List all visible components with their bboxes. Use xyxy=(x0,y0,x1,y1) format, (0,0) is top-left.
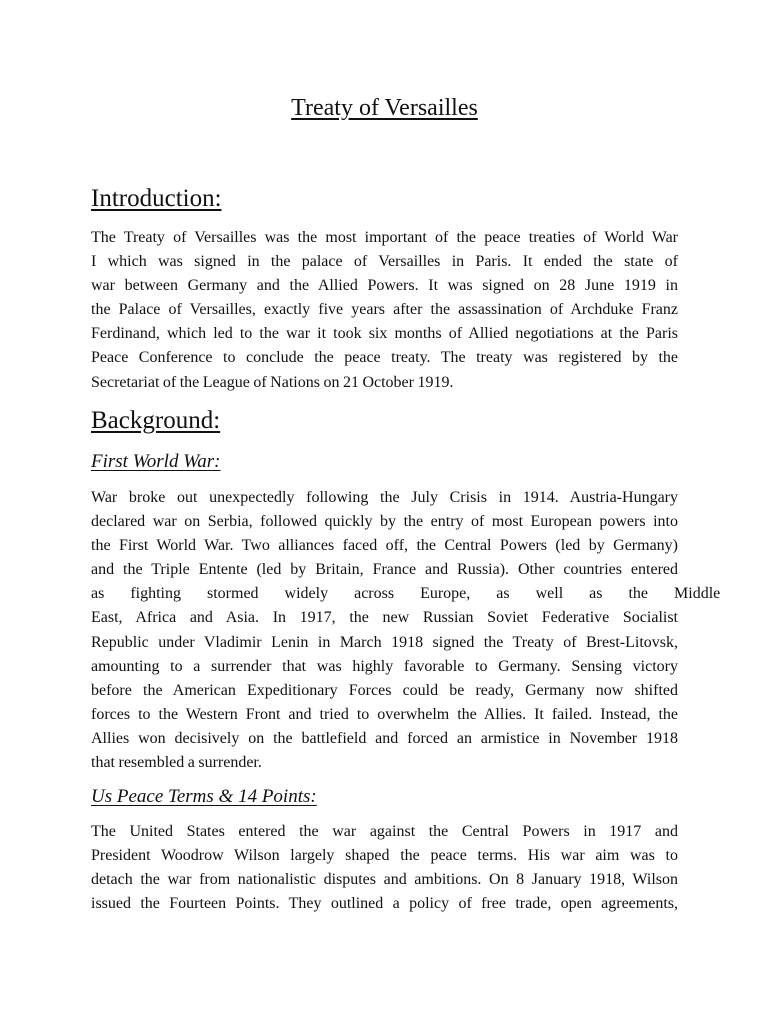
paragraph-line: declared war on Serbia, followed quickly by the entry of most European powers into xyxy=(91,513,678,531)
paragraph-line: detach the war from nationalistic disputes and ambitions. On 8 January 1918, Wilson xyxy=(91,871,678,889)
paragraph-line: as fighting stormed widely across Europe, as well as the Middle xyxy=(91,585,721,603)
background-heading: Background: xyxy=(91,407,221,434)
paragraph-line: Ferdinand, which led to the war it took six months of Allied negotiations at the Paris xyxy=(91,325,678,343)
document-title: Treaty of Versailles xyxy=(291,95,478,121)
paragraph-line: The Treaty of Versailles was the most important of the peace treaties of World War xyxy=(91,229,678,246)
paragraph-line: forces to the Western Front and tried to overwhelm the Allies. It failed. Instead, the xyxy=(91,705,678,723)
paragraph-line: Secretariat of the League of Nations on 21 October 1919. xyxy=(91,373,454,391)
first-world-war-paragraph xyxy=(91,486,721,775)
first-world-war-heading: First World War: xyxy=(91,451,221,472)
paragraph-line: that resembled a surrender. xyxy=(91,754,262,772)
introduction-paragraph xyxy=(91,226,678,395)
paragraph-line: War broke out unexpectedly following the July Crisis in 1914. Austria-Hungary xyxy=(91,489,678,506)
paragraph-line: Peace Conference to conclude the peace treaty. The treaty was registered by the xyxy=(91,349,678,367)
paragraph-line: East, Africa and Asia. In 1917, the new Russian Soviet Federative Socialist xyxy=(91,609,678,627)
paragraph-line: and the Triple Entente (led by Britain, France and Russia). Other countries entered xyxy=(91,561,678,579)
us-peace-terms-heading: Us Peace Terms & 14 Points: xyxy=(91,786,317,807)
us-peace-terms-paragraph xyxy=(91,820,678,916)
paragraph-line: before the American Expeditionary Forces could be ready, Germany now shifted xyxy=(91,681,678,699)
paragraph-line: President Woodrow Wilson largely shaped the peace terms. His war aim was to xyxy=(91,847,678,865)
paragraph-line: the First World War. Two alliances faced off, the Central Powers (led by Germany) xyxy=(91,537,678,555)
paragraph-line: I which was signed in the palace of Versailles in Paris. It ended the state of xyxy=(91,253,678,271)
paragraph-line: the Palace of Versailles, exactly five years after the assassination of Archduke Franz xyxy=(91,301,678,319)
paragraph-line: The United States entered the war against the Central Powers in 1917 and xyxy=(91,823,678,840)
paragraph-line: issued the Fourteen Points. They outlined a policy of free trade, open agreements, xyxy=(91,895,678,913)
paragraph-line: Allies won decisively on the battlefield and forced an armistice in November 1918 xyxy=(91,729,678,747)
introduction-heading: Introduction: xyxy=(91,185,222,212)
paragraph-line: amounting to a surrender that was highly favorable to Germany. Sensing victory xyxy=(91,657,678,675)
paragraph-line: Republic under Vladimir Lenin in March 1918 signed the Treaty of Brest-Litovsk, xyxy=(91,633,678,651)
paragraph-line: war between Germany and the Allied Powers. It was signed on 28 June 1919 in xyxy=(91,277,678,295)
